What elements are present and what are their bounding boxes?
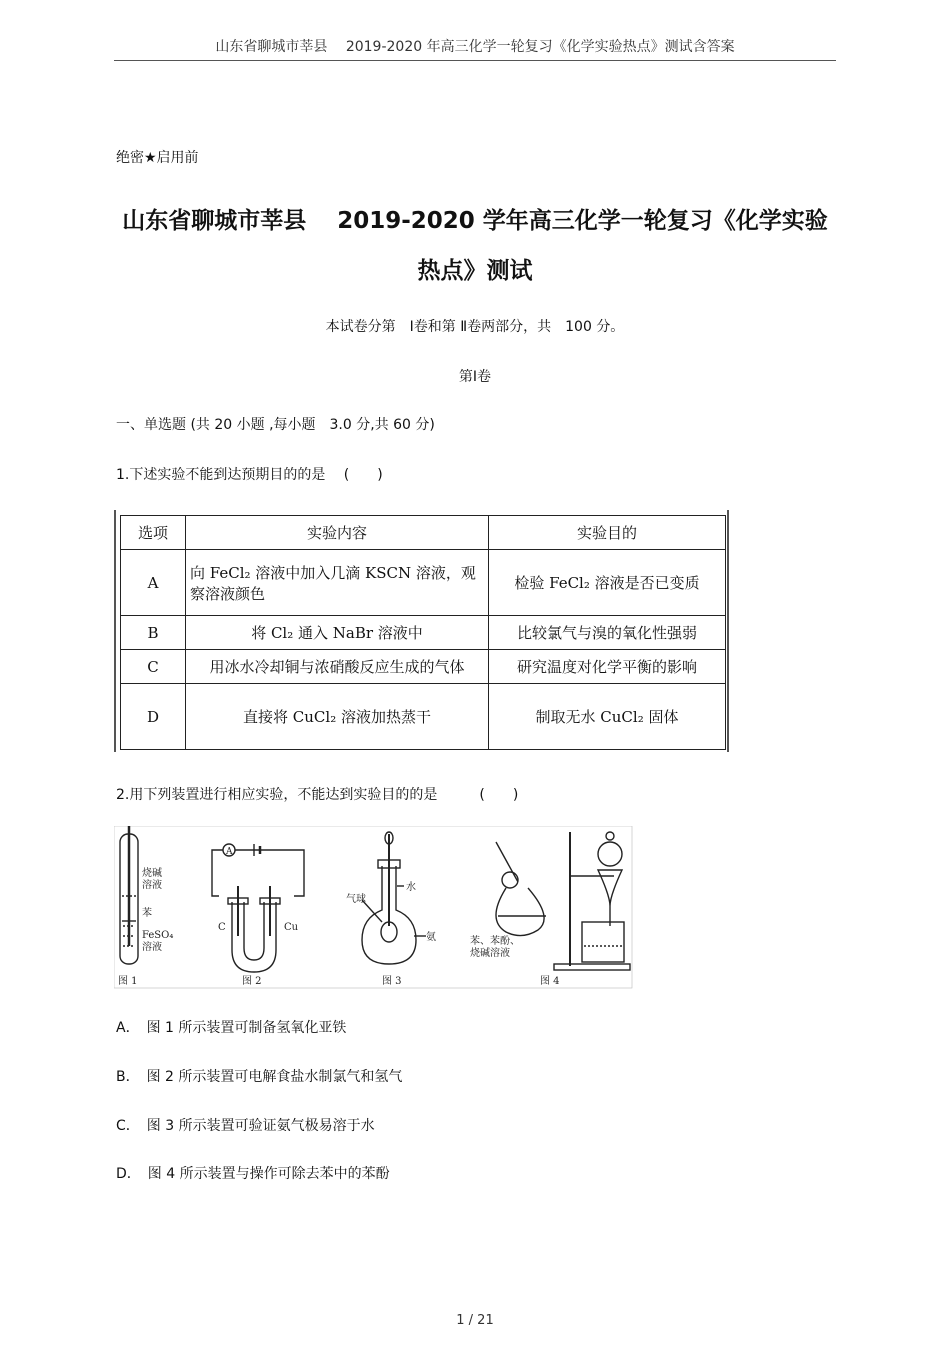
experiment-table — [120, 515, 726, 750]
question-2: 2.用下列装置进行相应实验，不能达到实验目的的是 ( ) — [116, 787, 519, 803]
table-scan-edge-left — [114, 510, 116, 752]
fig1-label: 溶液 — [142, 942, 162, 953]
fig1-caption: 图 1 — [118, 976, 138, 987]
question-1: 1.下述实验不能到达预期目的的是 ( ) — [116, 467, 383, 483]
row-option: C — [121, 650, 186, 684]
table-scan-edge-right — [727, 510, 729, 752]
option-a: A． 图 1 所示装置可制备氢氧化亚铁 — [116, 1020, 347, 1036]
row-option: D — [121, 684, 186, 750]
apparatus-figure — [114, 826, 634, 990]
exam-intro: 本试卷分第 Ⅰ卷和第 Ⅱ卷两部分，共 100 分。 — [325, 319, 625, 335]
table-row — [121, 550, 726, 616]
row-content: 向 FeCl₂ 溶液中加入几滴 KSCN 溶液，观察溶液颜色 — [186, 550, 489, 616]
title-line-2: 热点》测试 — [417, 258, 533, 284]
title-line-1: 山东省聊城市莘县 2019-2020 学年高三化学一轮复习《化学实验 — [122, 208, 828, 234]
secret-label: 绝密★启用前 — [116, 150, 199, 166]
row-content: 将 Cl₂ 通入 NaBr 溶液中 — [186, 616, 489, 650]
apparatus-fig4 — [470, 832, 630, 987]
row-content: 用冰水冷却铜与浓硝酸反应生成的气体 — [186, 650, 489, 684]
fig2-label: A — [226, 847, 233, 857]
fig3-caption: 图 3 — [382, 976, 402, 987]
apparatus-fig1 — [118, 826, 173, 987]
apparatus-fig2 — [212, 844, 304, 987]
fig4-label: 苯、苯酚、 — [470, 936, 520, 947]
fig1-label: 烧碱 — [142, 868, 162, 879]
row-option: A — [121, 550, 186, 616]
table-row — [121, 684, 726, 750]
fig3-label: 水 — [406, 882, 416, 893]
fig1-label: 苯 — [142, 908, 152, 919]
fig3-label: 气球 — [346, 894, 366, 905]
apparatus-fig3 — [346, 832, 436, 987]
row-goal: 检验 FeCl₂ 溶液是否已变质 — [489, 550, 726, 616]
fig4-label: 烧碱溶液 — [470, 948, 510, 959]
section-heading: 一、单选题 (共 20 小题 ,每小题 3.0 分,共 60 分) — [116, 417, 435, 433]
table-row — [121, 616, 726, 650]
fig1-label: 溶液 — [142, 880, 162, 891]
row-goal: 研究温度对化学平衡的影响 — [489, 650, 726, 684]
table-row — [121, 650, 726, 684]
option-b: B． 图 2 所示装置可电解食盐水制氯气和氢气 — [116, 1069, 403, 1085]
fig2-caption: 图 2 — [242, 976, 262, 987]
row-content: 直接将 CuCl₂ 溶液加热蒸干 — [186, 684, 489, 750]
option-d: D． 图 4 所示装置与操作可除去苯中的苯酚 — [116, 1166, 390, 1182]
header-goal: 实验目的 — [489, 516, 726, 550]
fig4-caption: 图 4 — [540, 976, 560, 987]
fig3-label: 氨 — [426, 932, 436, 943]
page-header: 山东省聊城市莘县 2019-2020 年高三化学一轮复习《化学实验热点》测试含答案 — [215, 39, 735, 55]
header-content: 实验内容 — [186, 516, 489, 550]
option-c: C． 图 3 所示装置可验证氨气极易溶于水 — [116, 1118, 375, 1134]
row-goal: 比较氯气与溴的氧化性强弱 — [489, 616, 726, 650]
fig2-label: C — [218, 922, 226, 933]
header-option: 选项 — [121, 516, 186, 550]
volume-label: 第Ⅰ卷 — [458, 369, 492, 385]
fig1-label: FeSO₄ — [142, 930, 174, 941]
header-rule — [114, 60, 836, 61]
table-header-row — [121, 516, 726, 550]
row-option: B — [121, 616, 186, 650]
fig2-label: Cu — [284, 922, 299, 933]
row-goal: 制取无水 CuCl₂ 固体 — [489, 684, 726, 750]
page-number: 1 / 21 — [456, 1313, 494, 1328]
